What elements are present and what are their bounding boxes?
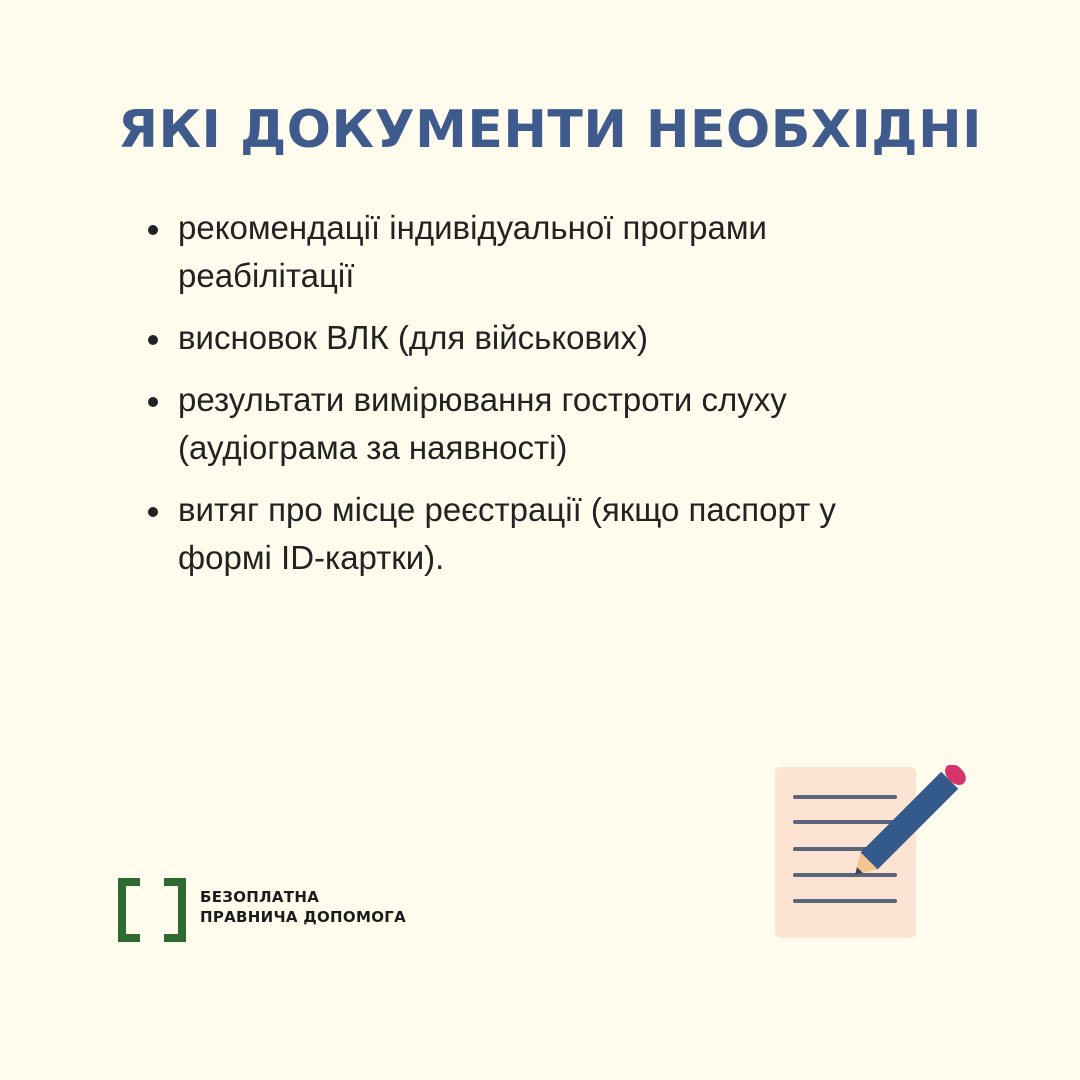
document-with-pencil-icon [775, 765, 975, 940]
document-item-vlk-conclusion: висновок ВЛК (для військових) [178, 314, 938, 362]
documents-list [178, 204, 938, 596]
page-title: ЯКІ ДОКУМЕНТИ НЕОБХІДНІ [118, 100, 982, 160]
logo-left-bracket [118, 878, 140, 942]
logo-text-line1: БЕЗОПЛАТНА [200, 888, 320, 906]
document-item-hearing-results: результати вимірювання гостроти слуху (аудіограма за наявності) [178, 376, 938, 472]
document-sheet [775, 767, 916, 938]
brackets-logo-icon [118, 878, 188, 938]
logo-right-bracket [164, 878, 186, 942]
logo-text [200, 887, 406, 927]
logo-text-line2: ПРАВНИЧА ДОПОМОГА [200, 908, 407, 926]
document-item-recommendations: рекомендації індивідуальної програми реабілітації [178, 204, 938, 300]
document-item-registration-extract: витяг про місце реєстрації (якщо паспорт у формі ID-картки). [178, 486, 938, 582]
